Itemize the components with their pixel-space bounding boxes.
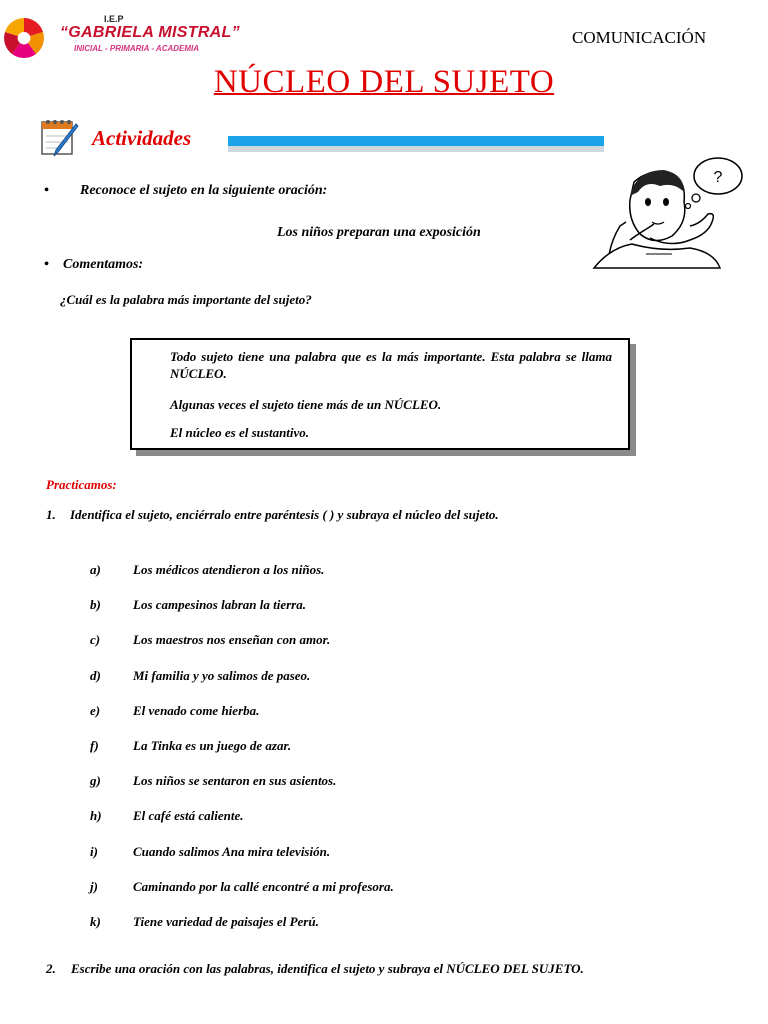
task-1-number: 1. (46, 507, 56, 522)
exercise-item-text: Tiene variedad de paisajes el Perú. (133, 914, 319, 929)
exercise-item-letter: c) (90, 632, 101, 647)
exercise-item-letter: b) (90, 597, 101, 612)
activities-divider-bar (228, 136, 604, 154)
logo-school-name: “GABRIELA MISTRAL” (60, 24, 240, 41)
thinking-boy-illustration (590, 152, 748, 272)
exercise-item-letter: d) (90, 668, 101, 683)
example-sentence: Los niños preparan una exposición (277, 225, 481, 240)
exercise-item-letter: k) (90, 914, 101, 929)
exercise-item-text: Los campesinos labran la tierra. (133, 597, 306, 612)
exercise-item-letter: a) (90, 562, 101, 577)
exercise-item-text: Los médicos atendieron a los niños. (133, 562, 325, 577)
exercise-item-text: Los maestros nos enseñan con amor. (133, 632, 331, 647)
exercise-item-letter: i) (90, 844, 98, 859)
exercise-item-letter: j) (90, 879, 98, 894)
exercise-item-text: El venado come hierba. (133, 703, 260, 718)
subject-label: COMUNICACIÓN (572, 28, 707, 47)
logo-label-top: I.E.P (104, 14, 124, 24)
activities-heading: Actividades (92, 126, 192, 150)
question-text: ¿Cuál es la palabra más importante del sujeto? (60, 292, 312, 307)
exercise-item-text: La Tinka es un juego de azar. (133, 738, 292, 753)
exercise-item-letter: f) (90, 738, 99, 753)
instruction-recognize: Reconoce el sujeto en la siguiente oración: (80, 183, 328, 198)
comment-heading: Comentamos: (63, 257, 144, 272)
task-2-instruction: Escribe una oración con las palabras, identifica el sujeto y subraya el NÚCLEO DEL SUJETO. (71, 961, 584, 976)
exercise-item-text: El café está caliente. (133, 808, 244, 823)
task-2-number: 2. (46, 961, 56, 976)
definition-box (130, 338, 630, 450)
exercise-item-text: Cuando salimos Ana mira televisión. (133, 844, 331, 859)
exercise-item-letter: g) (90, 773, 101, 788)
bullet-dot: • (44, 257, 49, 272)
calendar-pencil-icon (38, 114, 84, 160)
task-1-instruction: Identifica el sujeto, enciérralo entre paréntesis ( ) y subraya el núcleo del sujeto. (70, 507, 499, 522)
definition-line-1: Todo sujeto tiene una palabra que es la más importante. Esta palabra se llama NÚCLEO. (170, 349, 612, 381)
thought-question-mark: ? (713, 169, 723, 186)
exercise-item-letter: e) (90, 703, 101, 718)
page-title: NÚCLEO DEL SUJETO (213, 64, 555, 100)
bullet-dot: • (44, 183, 49, 198)
exercise-item-text: Los niños se sentaron en sus asientos. (133, 773, 337, 788)
definition-line-2: Algunas veces el sujeto tiene más de un NÚCLEO. (170, 397, 442, 412)
logo-levels: INICIAL - PRIMARIA - ACADEMIA (74, 44, 200, 53)
exercise-item-text: Caminando por la callé encontré a mi profesora. (133, 879, 394, 894)
definition-line-3: El núcleo es el sustantivo. (170, 425, 310, 440)
practice-heading: Practicamos: (46, 477, 117, 492)
exercise-item-letter: h) (90, 808, 102, 823)
exercise-item-text: Mi familia y yo salimos de paseo. (133, 668, 311, 683)
